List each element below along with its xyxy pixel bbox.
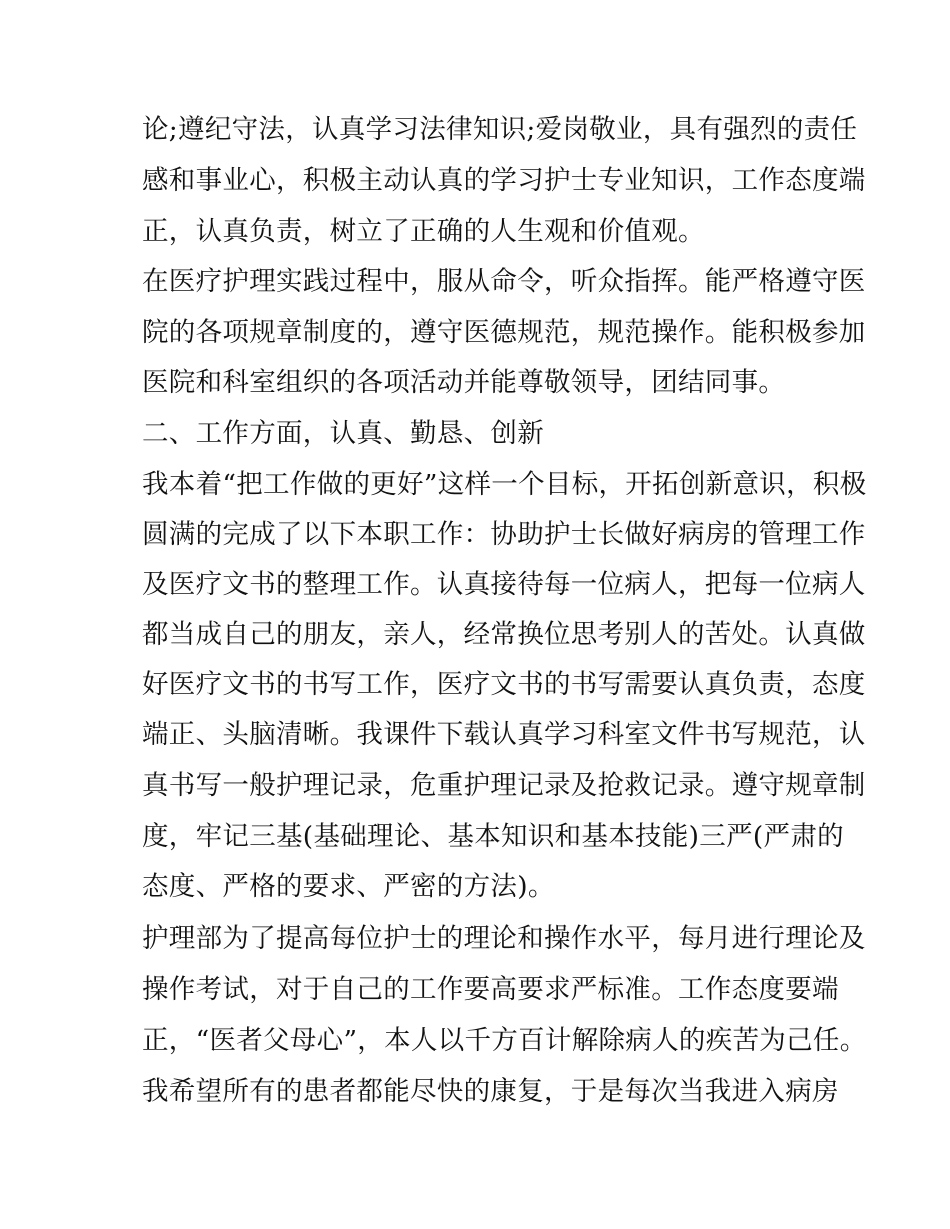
text-line: 操作考试，对于自己的工作要高要求严标准。工作态度要端 (142, 974, 839, 1005)
text-line: 我本着“把工作做的更好”这样一个目标，开拓创新意识，积极 (142, 469, 867, 500)
text-line: 护理部为了提高每位护士的理论和操作水平，每月进行理论及 (142, 923, 866, 954)
text-line: 在医疗护理实践过程中，服从命令，听众指挥。能严格遵守医 (142, 266, 866, 297)
text-line: 好医疗文书的书写工作，医疗文书的书写需要认真负责，态度 (142, 669, 866, 700)
text-line: 真书写一般护理记录，危重护理记录及抢救记录。遵守规章制 (142, 770, 866, 801)
text-line: 都当成自己的朋友，亲人，经常换位思考别人的苦处。认真做 (142, 619, 866, 650)
text-line: 正，认真负责，树立了正确的人生观和价值观。 (142, 216, 705, 247)
text-line: 度，牢记三基(基础理论、基本知识和基本技能)三严(严肃的 (142, 821, 844, 852)
text-line: 圆满的完成了以下本职工作：协助护士长做好病房的管理工作 (142, 519, 866, 550)
text-line: 及医疗文书的整理工作。认真接待每一位病人，把每一位病人 (142, 569, 866, 600)
text-line: 端正、头脑清晰。我课件下载认真学习科室文件书写规范，认 (142, 719, 866, 750)
text-line: 感和事业心，积极主动认真的学习护士专业知识，工作态度端 (142, 165, 866, 196)
text-line: 论;遵纪守法，认真学习法律知识;爱岗敬业，具有强烈的责任 (142, 114, 858, 145)
text-line: 正，“医者父母心”，本人以千方百计解除病人的疾苦为己任。 (142, 1025, 867, 1056)
section-heading: 二、工作方面，认真、勤恳、创新 (142, 418, 544, 449)
text-line: 院的各项规章制度的，遵守医德规范，规范操作。能积极参加 (142, 317, 866, 348)
text-line: 医院和科室组织的各项活动并能尊敬领导，团结同事。 (142, 367, 786, 398)
text-line: 态度、严格的要求、严密的方法)。 (142, 871, 555, 902)
text-line: 我希望所有的患者都能尽快的康复，于是每次当我进入病房 (142, 1076, 839, 1107)
